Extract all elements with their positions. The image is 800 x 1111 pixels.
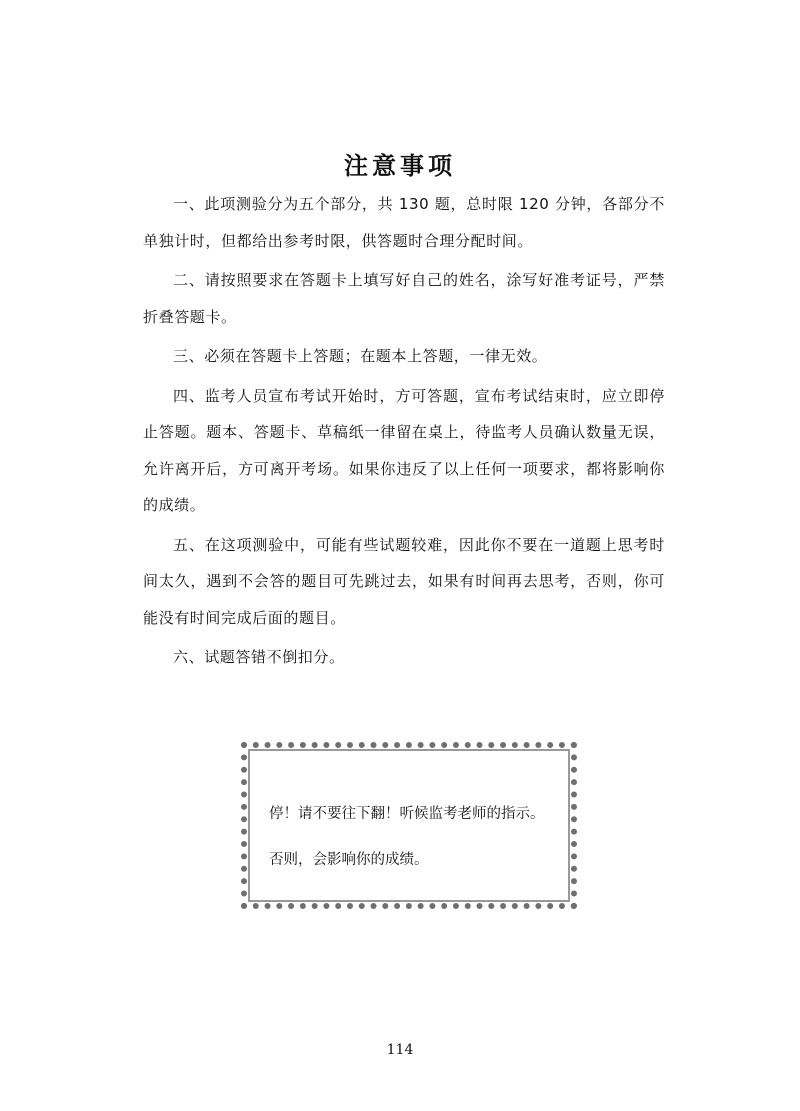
page-number: 114 [386,1042,414,1058]
stop-notice-box [241,742,577,909]
instruction-5: 五、在这项测验中，可能有些试题较难，因此你不要在一道题上思考时间太久，遇到不会答的题目可先跳过去，如果有时间再去思考，否则，你可能没有时间完成后面的题目。 [143,535,665,627]
page-title: 注意事项 [344,152,456,180]
instruction-1: 一、此项测验分为五个部分，共 130 题，总时限 120 分钟，各部分不单独计时，但都给出参考时限，供答题时合理分配时间。 [143,195,665,250]
instruction-3: 三、必须在答题卡上答题；在题本上答题，一律无效。 [173,347,548,365]
instruction-4: 四、监考人员宣布考试开始时，方可答题，宣布考试结束时，应立即停止答题。题本、答题卡、草稿纸一律留在桌上，待监考人员确认数量无误，允许离开后，方可离开考场。如果你违反了以上任何一项要求，都将影响你的成绩。 [143,386,665,514]
instructions-list [143,186,665,676]
stop-notice-line-1: 停！请不要往下翻！听候监考老师的指示。 [269,806,545,822]
stop-notice-line-2: 否则，会影响你的成绩。 [269,852,429,868]
instruction-6: 六、试题答错不倒扣分。 [173,648,345,666]
instruction-2: 二、请按照要求在答题卡上填写好自己的姓名，涂写好准考证号，严禁折叠答题卡。 [143,271,665,326]
